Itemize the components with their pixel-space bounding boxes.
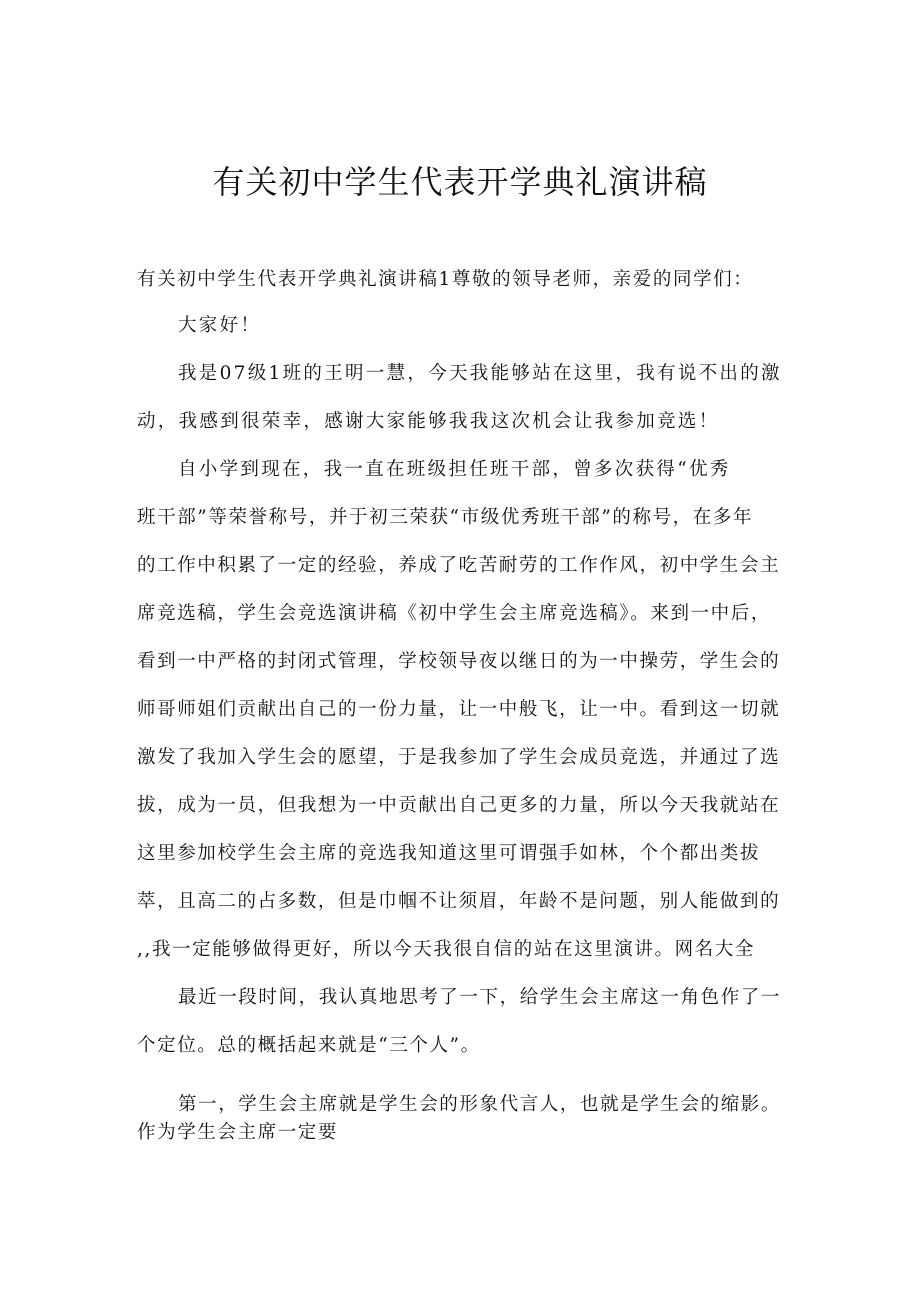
paragraph-line: 班干部”等荣誉称号，并于初三荣获“市级优秀班干部”的称号，在多年 [137, 507, 754, 528]
paragraph-line: 动，我感到很荣幸，感谢大家能够我我这次机会让我参加竞选！ [137, 411, 720, 432]
paragraph-line: 拔，成为一员，但我想为一中贡献出自己更多的力量，所以今天我就站在 [137, 795, 781, 816]
paragraph-line: 我是07级1班的王明一慧，今天我能够站在这里，我有说不出的激 [178, 363, 782, 384]
paragraph-line: 第一，学生会主席就是学生会的形象代言人，也就是学生会的缩影。 [178, 1094, 782, 1115]
paragraph-line: 自小学到现在，我一直在班级担任班干部，曾多次获得“优秀 [178, 459, 731, 480]
paragraph-line: 的工作中积累了一定的经验，养成了吃苦耐劳的工作作风，初中学生会主 [137, 555, 781, 576]
paragraph-line: 看到一中严格的封闭式管理，学校领导夜以继日的为一中操劳，学生会的 [137, 651, 781, 672]
paragraph-line: 作为学生会主席一定要 [137, 1122, 339, 1143]
paragraph-line: 最近一段时间，我认真地思考了一下，给学生会主席这一角色作了一 [178, 987, 782, 1008]
paragraph-line: 师哥师姐们贡献出自己的一份力量，让一中般飞，让一中。看到这一切就 [137, 699, 781, 720]
paragraph-line: 大家好！ [178, 315, 262, 336]
paragraph-line: 萃，且高二的占多数，但是巾帼不让须眉，年龄不是问题，别人能做到的 [137, 891, 781, 912]
document-title: 有关初中学生代表开学典礼演讲稿 [212, 163, 708, 201]
paragraph-line: ,,我一定能够做得更好，所以今天我很自信的站在这里演讲。网名大全 [137, 939, 755, 960]
paragraph-line: 有关初中学生代表开学典礼演讲稿1尊敬的领导老师，亲爱的同学们： [137, 269, 754, 290]
paragraph-line: 席竞选稿，学生会竞选演讲稿《初中学生会主席竞选稿》。来到一中后， [137, 603, 771, 624]
paragraph-line: 激发了我加入学生会的愿望，于是我参加了学生会成员竞选，并通过了选 [137, 747, 781, 768]
paragraph-line: 个定位。总的概括起来就是“三个人”。 [137, 1035, 481, 1056]
paragraph-line: 这里参加校学生会主席的竞选我知道这里可谓强手如林，个个都出类拔 [137, 843, 761, 864]
